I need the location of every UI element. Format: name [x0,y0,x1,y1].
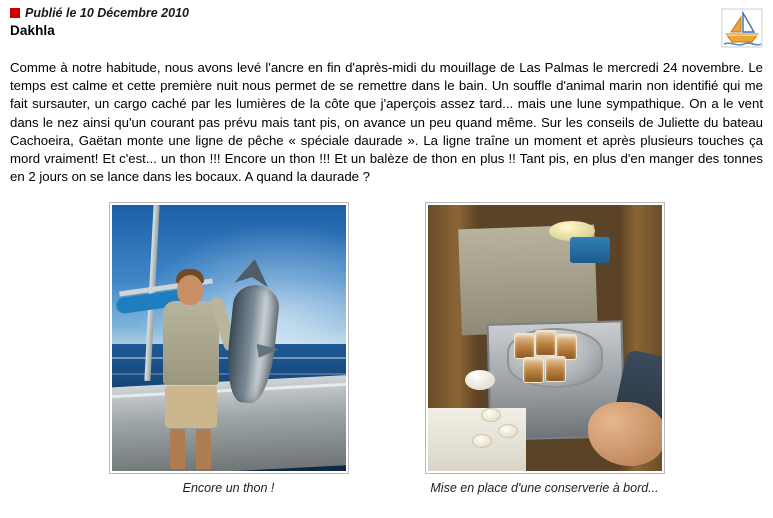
photo-frame[interactable] [109,202,349,474]
blue-container [570,237,610,263]
person-torso [163,301,219,385]
canning-jar [535,330,556,356]
figure-row [10,202,763,495]
sailboat-logo-icon[interactable] [721,8,763,48]
canning-jar [514,333,535,359]
page-title: Dakhla [10,23,55,38]
figure-caption: Mise en place d'une conserverie à bord... [430,481,659,496]
onion [498,424,518,438]
document-header [10,6,763,50]
article-body: Comme à notre habitude, nous avons levé l'ancre en fin d'après-midi du mouillage de Las Palmas le mercredi 24 novembre. Le temps est calme et cette première nuit nous permet de se remettre dans le bain. Un souffle d'animal marin non identifié qui me fait sursauter, un cargo caché par les lumières de la côte que j'aperçois assez tard... mais une lune sympathique. On a le vent dans le nez ainsi qu'un courant pas prévu mais tant pis, on avance un peu quand même. Sur les conseils de Juliette du bateau Cachoeira, Gaëtan monte une ligne de pêche « spéciale daurade ». La ligne traîne un moment et après plusieurs touches ça mord vraiment! Et c'est... un thon !!! Encore un thon !!! Et un balèze de thon en plus !! Tant pis, en plus d'en manger des tonnes en 2 jours on se lance dans les bocaux. A quand la daurade ? [10,60,763,185]
photo-frame[interactable] [425,202,665,474]
publish-date-row [10,6,763,20]
canning-jar [545,356,566,382]
canning-jar [523,357,544,383]
person-leg [196,429,211,469]
onion [481,408,501,422]
photo-fisherman-tuna [112,205,346,471]
person-hand [588,402,661,466]
figure-caption: Encore un thon ! [182,481,275,496]
person-head [177,275,203,305]
red-square-bullet-icon [10,8,20,18]
figure-fisherman-tuna [109,202,349,495]
person-leg [170,429,185,469]
figure-galley-canning [425,202,665,495]
photo-galley-canning [428,205,662,471]
person-shorts [165,386,217,428]
publish-date-text: Publié le 10 Décembre 2010 [25,6,189,20]
